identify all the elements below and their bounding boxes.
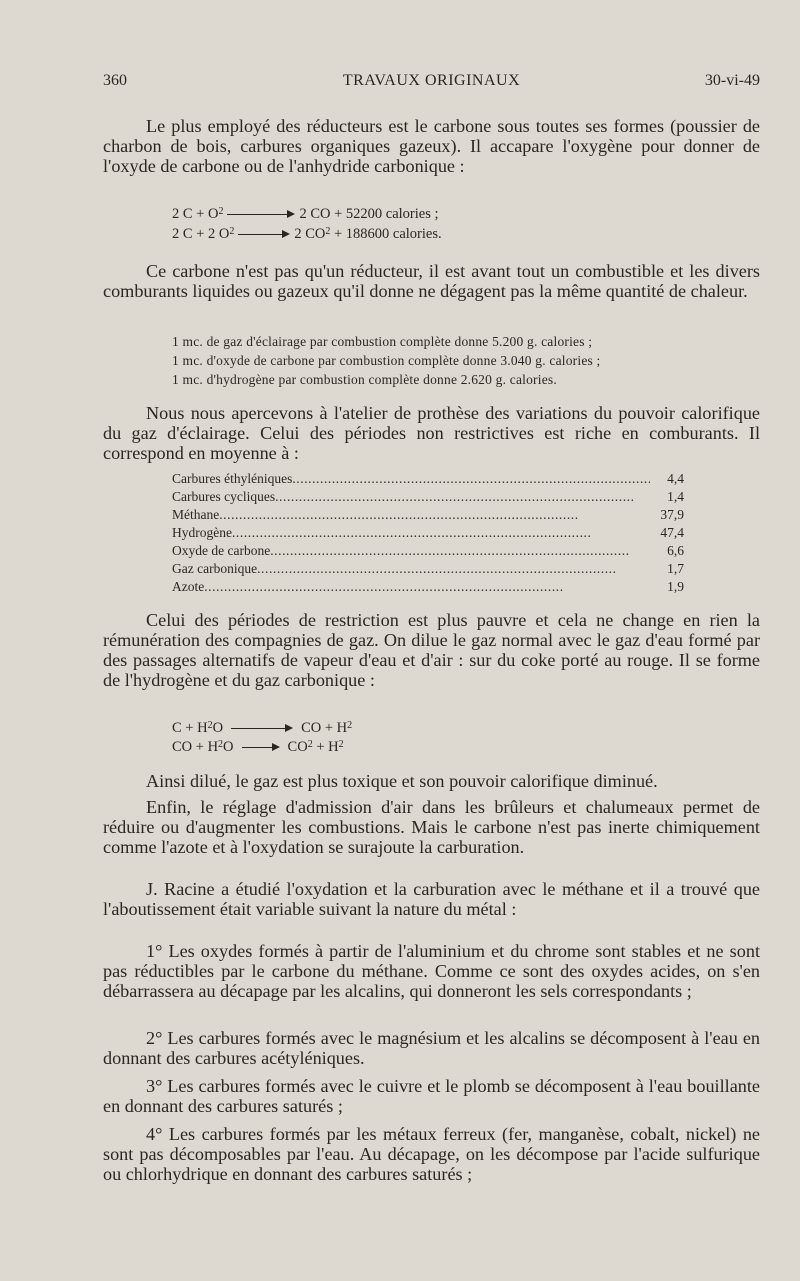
paragraph-racine: J. Racine a étudié l'oxydation et la carburation avec le méthane et il a trouvé que l'aboutissement était variable suivant la nature du métal : xyxy=(103,879,760,919)
composition-row: Gaz carbonique . . . 1,7 xyxy=(172,560,684,578)
paragraph-diluted: Ainsi dilué, le gaz est plus toxique et son pouvoir calorifique diminué. xyxy=(146,771,658,791)
running-header xyxy=(103,72,760,96)
paragraph-point-3: 3° Les carbures formés avec le cuivre et le plomb se décomposent à l'eau bouillante en donnant des carbures saturés ; xyxy=(103,1076,760,1116)
paragraph-point-4: 4° Les carbures formés par les métaux ferreux (fer, manganèse, cobalt, nickel) ne sont pas décomposables par l'eau. Au décapage, on les décompose par l'acide sulfurique ou chlorhydrique en donnant des carbures saturés ; xyxy=(103,1124,760,1184)
paragraph-calorific: Nous nous apercevons à l'atelier de prothèse des variations du pouvoir calorifique du gaz d'éclairage. Celui des périodes non restrictives est riche en comburants. Il correspond en moyenne à : xyxy=(103,403,760,463)
paragraph-restriction: Celui des périodes de restriction est plus pauvre et cela ne change en rien la rémunération des compagnies de gaz. On dilue le gaz normal avec le gaz d'eau formé par des passages alternatifs de vapeur d'eau et d'air : sur du coke porté au rouge. Il se forme de l'hydrogène et du gaz carbonique : xyxy=(103,610,760,690)
gas-line-2: 1 mc. d'oxyde de carbone par combustion complète donne 3.040 g. calories ; xyxy=(172,353,601,368)
paragraph-point-1: 1° Les oxydes formés à partir de l'aluminium et du chrome sont stables et ne sont pas réductibles par le carbone du méthane. Comme ce sont des oxydes acides, on s'en débarrassera au décapage par les alcalins, qui donneront les sels correspondants ; xyxy=(103,941,760,1001)
equation-water-gas-1: $C + H^2O$ CO + $H^2$ xyxy=(172,720,353,736)
gas-line-3: 1 mc. d'hydrogène par combustion complète donne 2.620 g. calories. xyxy=(172,372,557,387)
composition-row: Carbures éthyléniques . . . 4,4 xyxy=(172,470,684,488)
paragraph-combustible: Ce carbone n'est pas qu'un réducteur, il est avant tout un combustible et les divers comburants liquides ou gazeux qu'il donne ne dégagent pas la même quantité de chaleur. xyxy=(103,261,760,301)
composition-row: Carbures cycliques . . . 1,4 xyxy=(172,488,684,506)
paragraph-air-admission: Enfin, le réglage d'admission d'air dans les brûleurs et chalumeaux permet de réduire ou d'augmenter les combustions. Mais le carbone n'est pas inerte chimiquement comme l'azote et à l'oxydation se surajoute la carburation. xyxy=(103,797,760,857)
gas-line-1: 1 mc. de gaz d'éclairage par combustion complète donne 5.200 g. calories ; xyxy=(172,334,593,349)
page-number: 360 xyxy=(103,72,127,89)
reaction-arrow-icon xyxy=(231,728,293,730)
issue-date: 30-vi-49 xyxy=(704,72,760,89)
reaction-arrow-icon xyxy=(227,214,295,216)
equation-co2: 2 C + 2 $O^2$ 2 $CO^2 + 188600$ calories. xyxy=(172,226,442,242)
composition-row: Méthane . . . 37,9 xyxy=(172,506,684,524)
paragraph-point-2: 2° Les carbures formés avec le magnésium et les alcalins se décomposent à l'eau en donnant des carbures acétyléniques. xyxy=(103,1028,760,1068)
paragraph-reducers: Le plus employé des réducteurs est le carbone sous toutes ses formes (poussier de charbon de bois, carbures organiques gazeux). Il accapare l'oxygène pour donner de l'oxyde de carbone ou de l'anhydride carbonique : xyxy=(103,116,760,176)
equation-water-gas-2: CO + $H^2O$ $CO^2 + H^2$ xyxy=(172,739,344,755)
reaction-arrow-icon xyxy=(238,234,290,236)
running-title: TRAVAUX ORIGINAUX xyxy=(342,72,521,89)
composition-row: Oxyde de carbone . . . 6,6 xyxy=(172,542,684,560)
reaction-arrow-icon xyxy=(242,747,280,749)
composition-row: Azote . . . 1,9 xyxy=(172,578,684,596)
composition-row: Hydrogène . . . 47,4 xyxy=(172,524,684,542)
equation-co: 2 $C + O^2$ 2 CO + 52200 calories ; xyxy=(172,206,439,222)
